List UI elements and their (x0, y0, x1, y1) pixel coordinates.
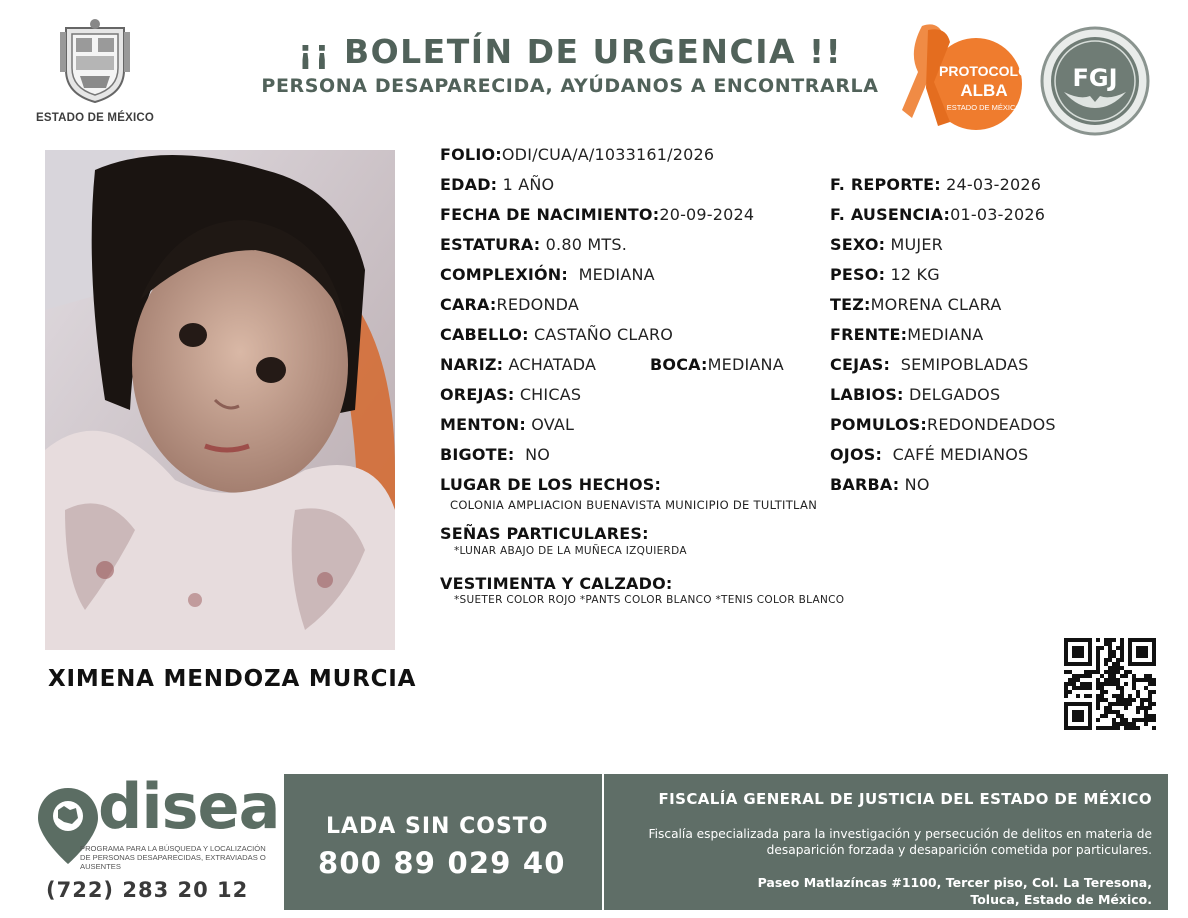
field-label: FOLIO: (440, 145, 502, 164)
field-value: NO (904, 475, 930, 494)
field-label: SEXO: (830, 235, 886, 254)
field-boca (650, 355, 784, 374)
field-label: CABELLO: (440, 325, 529, 344)
field-label: LABIOS: (830, 385, 904, 404)
alba-line1: PROTOCOLO (939, 63, 1029, 79)
qr-code-icon[interactable] (1064, 638, 1156, 730)
field-value: ACHATADA (508, 355, 597, 374)
field-cabello (440, 325, 673, 344)
field-value: MORENA CLARA (870, 295, 1002, 314)
bulletin-subtitle: PERSONA DESAPARECIDA, AYÚDANOS A ENCONTRARLA (261, 75, 879, 97)
fgj-seal-icon (1040, 26, 1150, 136)
field-fecha-reporte (830, 175, 1041, 194)
field-lugar-hechos (440, 475, 661, 494)
field-value: SEMIPOBLADAS (900, 355, 1029, 374)
protocolo-alba-ribbon-icon (898, 22, 1030, 134)
field-label: EDAD: (440, 175, 498, 194)
field-bigote (440, 445, 550, 464)
field-cejas (830, 355, 1029, 374)
lada-sin-costo-number[interactable]: 800 89 029 40 (318, 846, 566, 880)
band-divider (602, 774, 604, 910)
field-cara (440, 295, 579, 314)
field-value: OVAL (531, 415, 575, 434)
field-label: CEJAS: (830, 355, 891, 374)
address-line-1: Paseo Matlazíncas #1100, Tercer piso, Col. La Teresona, (757, 875, 1152, 890)
field-lugar-hechos-value: COLONIA AMPLIACION BUENAVISTA MUNICIPIO DE TULTITLAN (450, 498, 818, 512)
field-nariz (440, 355, 596, 374)
field-value: MUJER (890, 235, 943, 254)
field-label: FECHA DE NACIMIENTO: (440, 205, 660, 224)
field-label: ESTATURA: (440, 235, 541, 254)
field-estatura (440, 235, 627, 254)
estado-de-mexico-label: ESTADO DE MÉXICO (36, 112, 154, 124)
field-label: TEZ: (830, 295, 871, 314)
field-frente (830, 325, 983, 344)
field-label: NARIZ: (440, 355, 504, 374)
field-value: NO (525, 445, 551, 464)
edomex-coat-of-arms-icon (58, 18, 132, 104)
field-sexo (830, 235, 943, 254)
missing-person-photo (45, 150, 395, 650)
footer-contact-band (284, 774, 1168, 910)
field-menton (440, 415, 574, 434)
field-value: 1 AÑO (502, 175, 555, 194)
address-line-2: Toluca, Estado de México. (970, 892, 1152, 907)
field-value: CHICAS (519, 385, 582, 404)
field-label: BIGOTE: (440, 445, 515, 464)
field-label: SEÑAS PARTICULARES: (440, 524, 649, 543)
field-tez (830, 295, 1002, 314)
person-name: XIMENA MENDOZA MURCIA (48, 666, 417, 692)
field-vestimenta (440, 574, 673, 593)
fiscalia-description: Fiscalía especializada para la investigación y persecución de delitos en materia de desaparición forzada y desaparición cometida por particulares. (648, 827, 1152, 857)
odisea-description: PROGRAMA PARA LA BÚSQUEDA Y LOCALIZACIÓN DE PERSONAS DESAPARECIDAS, EXTRAVIADAS O AUSENTES (80, 844, 266, 871)
field-value: MEDIANA (578, 265, 655, 284)
field-label: BOCA: (650, 355, 708, 374)
bulletin-title-block (250, 32, 890, 97)
field-folio (440, 145, 714, 164)
field-value: 24-03-2026 (946, 175, 1042, 194)
field-complexion (440, 265, 655, 284)
field-label: VESTIMENTA Y CALZADO: (440, 574, 673, 593)
field-value: REDONDA (496, 295, 580, 314)
bulletin-title: ¡¡ BOLETÍN DE URGENCIA !! (297, 32, 843, 71)
field-value: CAFÉ MEDIANOS (892, 445, 1029, 464)
field-edad (440, 175, 554, 194)
field-fecha-ausencia (830, 205, 1045, 224)
field-label: POMULOS: (830, 415, 927, 434)
field-peso (830, 265, 940, 284)
field-label: LUGAR DE LOS HECHOS: (440, 475, 662, 494)
field-fecha-nacimiento (440, 205, 754, 224)
fgj-text: FGJ (1072, 64, 1118, 92)
odisea-logo (36, 770, 280, 912)
estado-de-mexico-logo (30, 18, 160, 124)
field-labios (830, 385, 1000, 404)
lada-sin-costo-label: LADA SIN COSTO (326, 814, 549, 839)
field-value: 01-03-2026 (950, 205, 1046, 224)
field-label: F. AUSENCIA: (830, 205, 951, 224)
field-barba (830, 475, 930, 494)
alba-line2: ALBA (960, 81, 1008, 100)
fiscalia-title: FISCALÍA GENERAL DE JUSTICIA DEL ESTADO DE MÉXICO (658, 790, 1152, 808)
field-value: 20-09-2024 (659, 205, 755, 224)
field-value: DELGADOS (908, 385, 1001, 404)
field-senas-particulares (440, 524, 649, 543)
odisea-phone[interactable]: (722) 283 20 12 (46, 878, 249, 902)
field-label: OREJAS: (440, 385, 515, 404)
field-label: COMPLEXIÓN: (440, 265, 568, 284)
field-label: PESO: (830, 265, 886, 284)
field-pomulos (830, 415, 1056, 434)
field-value: REDONDEADOS (927, 415, 1056, 434)
field-label: F. REPORTE: (830, 175, 941, 194)
field-value: MEDIANA (907, 325, 984, 344)
field-vestimenta-value: *SUETER COLOR ROJO *PANTS COLOR BLANCO *TENIS COLOR BLANCO (454, 594, 845, 606)
field-senas-particulares-value: *LUNAR ABAJO DE LA MUÑECA IZQUIERDA (454, 545, 687, 557)
field-label: OJOS: (830, 445, 883, 464)
field-value: CASTAÑO CLARO (533, 325, 674, 344)
field-value: ODI/CUA/A/1033161/2026 (501, 145, 715, 164)
field-value: 12 KG (890, 265, 940, 284)
alba-line3: ESTADO DE MÉXICO (946, 103, 1022, 112)
field-value: MEDIANA (707, 355, 784, 374)
field-value: 0.80 MTS. (545, 235, 628, 254)
field-orejas (440, 385, 581, 404)
field-label: FRENTE: (830, 325, 908, 344)
field-label: CARA: (440, 295, 497, 314)
field-label: MENTON: (440, 415, 526, 434)
odisea-wordmark: disea (98, 770, 280, 843)
field-ojos (830, 445, 1028, 464)
fiscalia-address (632, 874, 1152, 908)
field-label: BARBA: (830, 475, 900, 494)
